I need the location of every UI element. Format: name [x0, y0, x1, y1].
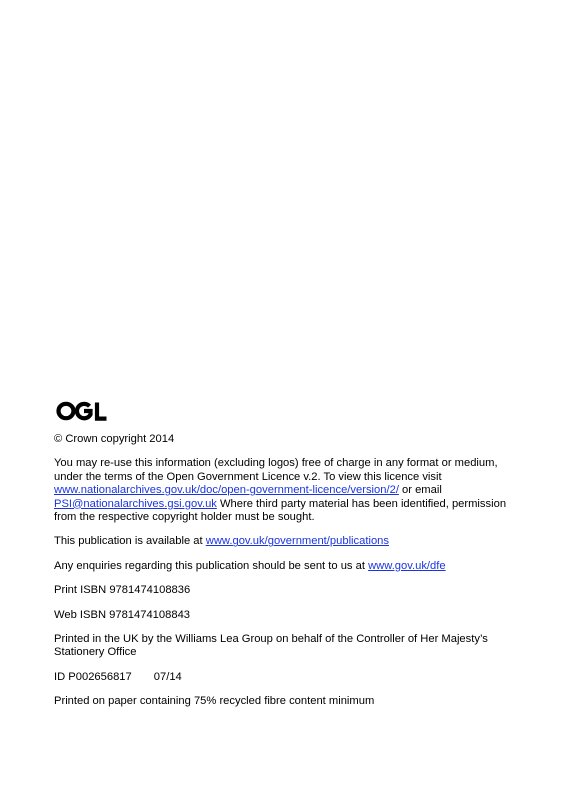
printer-statement: Printed in the UK by the Williams Lea Group on behalf of the Controller of Her Majesty’s Stationery Office: [54, 633, 488, 659]
print-isbn: Print ISBN 9781474108836: [54, 584, 191, 597]
psi-email-link[interactable]: PSI@nationalarchives.gsi.gov.uk: [54, 497, 217, 510]
ogl-logo: [56, 400, 524, 422]
ogl-logo-icon: [56, 400, 108, 422]
paper-statement: Printed on paper containing 75% recycled fibre content minimum: [54, 695, 375, 708]
licence-text-3: Where third party material has been identified, permission from the respective copyright holder must be sought.: [54, 497, 507, 524]
web-isbn: Web ISBN 9781474108843: [54, 608, 191, 621]
enquiries-text: Any enquiries regarding this publication should be sent to us at: [54, 559, 369, 572]
licence-text-2: or email: [398, 484, 442, 497]
licence-link[interactable]: www.nationalarchives.gov.uk/doc/open-government-licence/version/2/: [54, 484, 399, 497]
id-line: [54, 671, 524, 684]
copyright-notice: © Crown copyright 2014: [54, 433, 175, 445]
availability-text: This publication is available at: [54, 535, 206, 548]
id-number: ID P002656817: [54, 670, 132, 683]
imprint-block: [54, 400, 524, 720]
publications-link[interactable]: www.gov.uk/government/publications: [205, 535, 389, 548]
id-date: 07/14: [153, 670, 182, 683]
licence-paragraph: [54, 457, 524, 524]
dfe-link[interactable]: www.gov.uk/dfe: [368, 559, 446, 572]
availability-paragraph: [54, 535, 524, 548]
enquiries-paragraph: [54, 560, 524, 573]
licence-text-1: You may re-use this information (excluding logos) free of charge in any format or medium, under the terms of the Open Government Licence v.2. To view this licence visit: [54, 457, 498, 483]
